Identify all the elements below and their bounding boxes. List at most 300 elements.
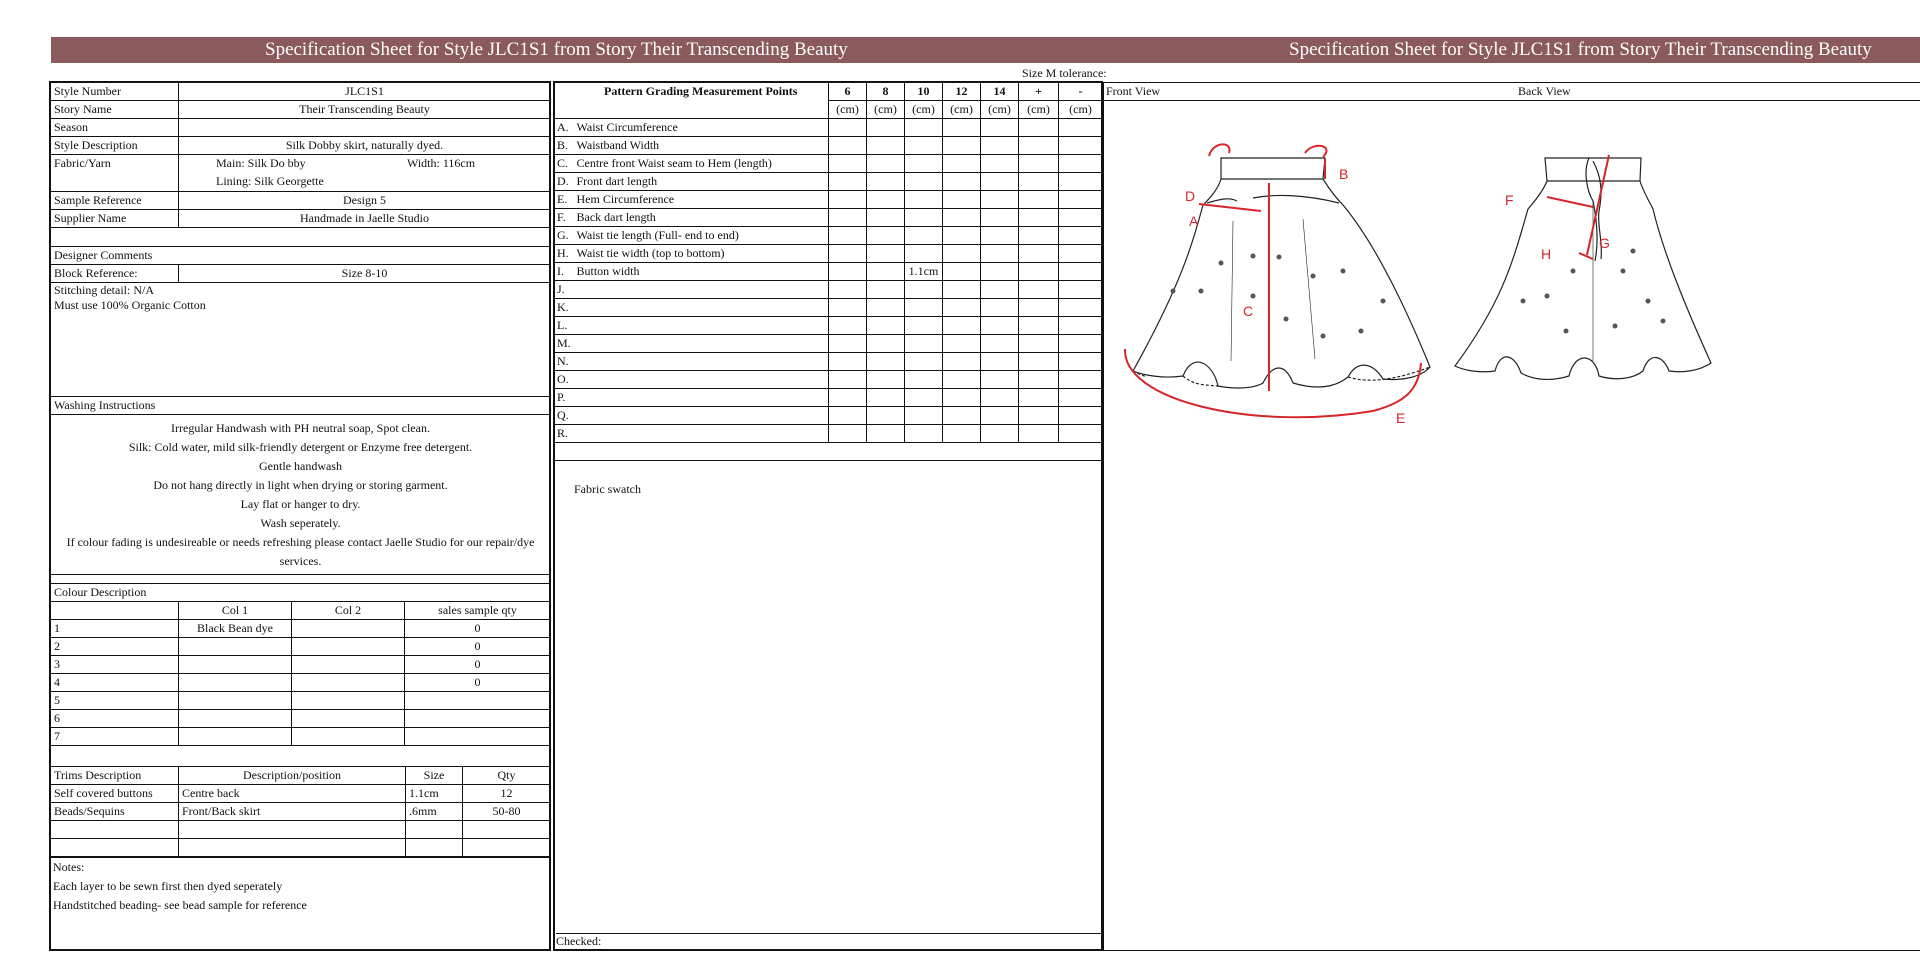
grading-value-cell bbox=[981, 137, 1019, 155]
trims-row-desc: Beads/Sequins bbox=[51, 803, 179, 821]
grading-value-cell bbox=[829, 119, 867, 137]
grading-value-cell bbox=[1059, 335, 1103, 353]
front-skirt-embroidery bbox=[1171, 254, 1386, 339]
grading-row-label: Waist tie width (top to bottom) bbox=[574, 245, 829, 263]
grading-spacer bbox=[555, 443, 1103, 461]
season-row bbox=[51, 119, 551, 137]
trims-qty-header: Qty bbox=[463, 767, 551, 785]
grading-value-cell bbox=[829, 407, 867, 425]
colour-row-qty: 0 bbox=[405, 620, 551, 638]
washing-body bbox=[51, 415, 551, 575]
trims-row bbox=[51, 785, 551, 803]
trims-header-row bbox=[51, 767, 551, 785]
grading-value-cell bbox=[1059, 371, 1103, 389]
grading-row-label: Hem Circumference bbox=[574, 191, 829, 209]
grading-value-cell bbox=[981, 425, 1019, 443]
grading-spacer-row bbox=[555, 443, 1103, 461]
grading-row-letter: H. bbox=[555, 245, 574, 263]
grading-row-label bbox=[574, 371, 829, 389]
grading-row-label bbox=[574, 317, 829, 335]
colour-row-col1 bbox=[179, 638, 292, 656]
notes-label: Notes: bbox=[53, 860, 85, 874]
style-number-value: JLC1S1 bbox=[179, 83, 551, 101]
spacer-row bbox=[51, 228, 551, 247]
block-reference-value: Size 8-10 bbox=[179, 265, 551, 283]
grading-row bbox=[555, 245, 1103, 263]
grading-row bbox=[555, 209, 1103, 227]
season-label: Season bbox=[51, 119, 179, 137]
grading-value-cell bbox=[1059, 407, 1103, 425]
checked-label: Checked: bbox=[556, 933, 1102, 949]
trims-row bbox=[51, 839, 551, 857]
colour-row-qty bbox=[405, 710, 551, 728]
trims-row-pos bbox=[179, 821, 406, 839]
colour-row-col2 bbox=[292, 674, 405, 692]
grading-row-letter: E. bbox=[555, 191, 574, 209]
tolerance-plus-header: + bbox=[1019, 83, 1059, 101]
colour-row bbox=[51, 692, 551, 710]
grading-value-cell bbox=[1019, 119, 1059, 137]
grading-value-cell bbox=[943, 263, 981, 281]
grading-row-letter: R. bbox=[555, 425, 574, 443]
grading-header-blank bbox=[555, 83, 574, 101]
grading-value-cell bbox=[1059, 173, 1103, 191]
grading-value-cell bbox=[981, 173, 1019, 191]
grading-value-cell bbox=[943, 137, 981, 155]
grading-row-label bbox=[574, 407, 829, 425]
grading-value-cell bbox=[1059, 119, 1103, 137]
grading-row bbox=[555, 335, 1103, 353]
grading-value-cell bbox=[905, 227, 943, 245]
grading-unit-row bbox=[555, 101, 1103, 119]
grading-value-cell bbox=[943, 371, 981, 389]
grading-row-label: Waist tie length (Full- end to end) bbox=[574, 227, 829, 245]
colour-row-qty: 0 bbox=[405, 656, 551, 674]
grading-value-cell bbox=[981, 155, 1019, 173]
grading-value-cell bbox=[829, 209, 867, 227]
fabric-row bbox=[51, 155, 551, 192]
colour-row-number: 3 bbox=[51, 656, 179, 674]
grading-value-cell bbox=[1019, 209, 1059, 227]
colour-row-number: 7 bbox=[51, 728, 179, 746]
grading-value-cell bbox=[829, 245, 867, 263]
trims-row-pos: Centre back bbox=[179, 785, 406, 803]
grading-value-cell bbox=[867, 371, 905, 389]
grading-value-cell bbox=[943, 155, 981, 173]
front-view-label: Front View bbox=[1106, 84, 1161, 98]
grading-value-cell bbox=[905, 299, 943, 317]
unit-cell: (cm) bbox=[1059, 101, 1103, 119]
grading-value-cell bbox=[1019, 227, 1059, 245]
grading-value-cell bbox=[829, 389, 867, 407]
washing-line: Do not hang directly in light when drying or storing garment. bbox=[153, 477, 448, 492]
grading-value-cell bbox=[867, 317, 905, 335]
trims-row-desc bbox=[51, 839, 179, 857]
grading-value-cell bbox=[905, 137, 943, 155]
colour-row-qty bbox=[405, 692, 551, 710]
fabric-lining: Lining: Silk Georgette bbox=[216, 174, 324, 188]
trims-row-desc: Self covered buttons bbox=[51, 785, 179, 803]
stitching-row bbox=[51, 283, 551, 397]
tolerance-minus-header: - bbox=[1059, 83, 1103, 101]
grading-value-cell bbox=[943, 317, 981, 335]
grading-value-cell bbox=[981, 119, 1019, 137]
colour-row-number: 4 bbox=[51, 674, 179, 692]
supplier-name-value: Handmade in Jaelle Studio bbox=[179, 210, 551, 228]
grading-value-cell bbox=[867, 191, 905, 209]
washing-line: Silk: Cold water, mild silk-friendly detergent or Enzyme free detergent. bbox=[128, 439, 473, 454]
grading-row-letter: O. bbox=[555, 371, 574, 389]
washing-line: Wash seperately. bbox=[260, 515, 341, 530]
colour-row-col1: Black Bean dye bbox=[179, 620, 292, 638]
spacer-cell bbox=[51, 228, 551, 247]
grading-row-letter: A. bbox=[555, 119, 574, 137]
grading-row-label bbox=[574, 281, 829, 299]
grading-value-cell bbox=[981, 263, 1019, 281]
grading-value-cell bbox=[829, 425, 867, 443]
grading-value-cell bbox=[1059, 191, 1103, 209]
colour-row bbox=[51, 728, 551, 746]
supplier-name-row bbox=[51, 210, 551, 228]
trims-row-size bbox=[406, 821, 463, 839]
trims-row-size: 1.1cm bbox=[406, 785, 463, 803]
grading-row-label: Waist Circumference bbox=[574, 119, 829, 137]
grading-value-cell bbox=[1019, 173, 1059, 191]
grading-value-cell bbox=[867, 299, 905, 317]
grading-row-letter: Q. bbox=[555, 407, 574, 425]
grading-value-cell bbox=[943, 209, 981, 227]
grading-value-cell bbox=[943, 407, 981, 425]
grading-value-cell bbox=[981, 209, 1019, 227]
colour-row-col2 bbox=[292, 656, 405, 674]
grading-value-cell bbox=[867, 389, 905, 407]
washing-body-row bbox=[51, 415, 551, 575]
grading-value-cell bbox=[905, 425, 943, 443]
trims-row-qty bbox=[463, 821, 551, 839]
grading-value-cell bbox=[1019, 299, 1059, 317]
grading-value-cell bbox=[1019, 317, 1059, 335]
grading-value-cell bbox=[1059, 209, 1103, 227]
trims-row-size: .6mm bbox=[406, 803, 463, 821]
grading-value-cell bbox=[943, 119, 981, 137]
colour-row-col2 bbox=[292, 620, 405, 638]
grading-value-cell bbox=[981, 335, 1019, 353]
block-reference-row bbox=[51, 265, 551, 283]
colour-row-col2 bbox=[292, 692, 405, 710]
grading-value-cell bbox=[1019, 281, 1059, 299]
grading-row bbox=[555, 119, 1103, 137]
sample-reference-label: Sample Reference bbox=[51, 192, 179, 210]
colour-col-blank bbox=[51, 602, 179, 620]
grading-value-cell bbox=[981, 389, 1019, 407]
grading-value-cell bbox=[867, 155, 905, 173]
grading-value-cell bbox=[1019, 191, 1059, 209]
back-skirt-sketch bbox=[1455, 158, 1711, 379]
grading-value-cell bbox=[905, 407, 943, 425]
grading-value-cell bbox=[943, 335, 981, 353]
grading-value-cell bbox=[867, 209, 905, 227]
unit-cell: (cm) bbox=[1019, 101, 1059, 119]
story-name-row bbox=[51, 101, 551, 119]
marker-label: B bbox=[1339, 166, 1349, 182]
size-10-header: 10 bbox=[905, 83, 943, 101]
grading-row-label: Front dart length bbox=[574, 173, 829, 191]
views-bottom-border bbox=[1103, 950, 1920, 951]
grading-value-cell bbox=[981, 371, 1019, 389]
season-value bbox=[179, 119, 551, 137]
colour-row-col1 bbox=[179, 656, 292, 674]
grading-row-letter: N. bbox=[555, 353, 574, 371]
grading-row-label bbox=[574, 353, 829, 371]
colour-row bbox=[51, 710, 551, 728]
grading-header-row bbox=[555, 83, 1103, 101]
grading-row bbox=[555, 371, 1103, 389]
grading-value-cell bbox=[829, 191, 867, 209]
style-info-table bbox=[50, 82, 551, 575]
grading-value-cell bbox=[1059, 227, 1103, 245]
notes-box bbox=[50, 857, 550, 949]
washing-line: If colour fading is undesireable or needs refreshing please contact Jaelle Studio for our repair/dye services. bbox=[66, 534, 535, 568]
grading-row bbox=[555, 425, 1103, 443]
grading-value-cell bbox=[1019, 155, 1059, 173]
unit-cell: (cm) bbox=[867, 101, 905, 119]
grading-value-cell bbox=[867, 263, 905, 281]
colour-row-col2 bbox=[292, 728, 405, 746]
colour-col1-header: Col 1 bbox=[179, 602, 292, 620]
grading-value-cell bbox=[905, 173, 943, 191]
grading-value-cell bbox=[981, 317, 1019, 335]
grading-value-cell bbox=[867, 353, 905, 371]
grading-row-letter: K. bbox=[555, 299, 574, 317]
grading-value-cell bbox=[905, 371, 943, 389]
grading-value-cell bbox=[1019, 335, 1059, 353]
style-description-label: Style Description bbox=[51, 137, 179, 155]
size-14-header: 14 bbox=[981, 83, 1019, 101]
front-skirt-sketch bbox=[1133, 158, 1430, 388]
front-measure-lines bbox=[1125, 144, 1421, 417]
grading-value-cell bbox=[1019, 263, 1059, 281]
colour-row-qty: 0 bbox=[405, 674, 551, 692]
grading-value-cell bbox=[829, 281, 867, 299]
grading-value-cell bbox=[943, 245, 981, 263]
style-number-label: Style Number bbox=[51, 83, 179, 101]
grading-value-cell bbox=[829, 227, 867, 245]
grading-value-cell bbox=[981, 281, 1019, 299]
marker-label: G bbox=[1599, 235, 1610, 251]
grading-value-cell bbox=[905, 317, 943, 335]
fabric-main: Main: Silk Do bby bbox=[216, 156, 306, 170]
unit-cell: (cm) bbox=[981, 101, 1019, 119]
grading-value-cell bbox=[905, 335, 943, 353]
grading-value-cell bbox=[867, 227, 905, 245]
trims-row-size bbox=[406, 839, 463, 857]
washing-line: Irregular Handwash with PH neutral soap, Spot clean. bbox=[171, 420, 430, 435]
grading-value-cell bbox=[829, 335, 867, 353]
fabric-label: Fabric/Yarn bbox=[51, 155, 179, 192]
grading-value-cell bbox=[867, 407, 905, 425]
colour-row-col1 bbox=[179, 728, 292, 746]
grading-value-cell bbox=[867, 281, 905, 299]
style-description-value: Silk Dobby skirt, naturally dyed. bbox=[179, 137, 551, 155]
grading-row-label: Centre front Waist seam to Hem (length) bbox=[574, 155, 829, 173]
trims-row-qty: 12 bbox=[463, 785, 551, 803]
grading-row-label: Button width bbox=[574, 263, 829, 281]
colour-col2-header: Col 2 bbox=[292, 602, 405, 620]
trims-pos-header: Description/position bbox=[179, 767, 406, 785]
marker-label: D bbox=[1185, 188, 1196, 204]
grading-row-letter: G. bbox=[555, 227, 574, 245]
trims-size-header: Size bbox=[406, 767, 463, 785]
grading-row-label bbox=[574, 299, 829, 317]
grading-value-cell bbox=[867, 425, 905, 443]
grading-value-cell bbox=[1059, 155, 1103, 173]
block-reference-label: Block Reference: bbox=[51, 265, 179, 283]
garment-sketches bbox=[1103, 101, 1920, 441]
grading-value-cell bbox=[943, 353, 981, 371]
grading-row bbox=[555, 353, 1103, 371]
grading-value-cell bbox=[829, 263, 867, 281]
colour-qty-header: sales sample qty bbox=[405, 602, 551, 620]
sheet-title: Specification Sheet for Style JLC1S1 from Story Their Transcending Beauty bbox=[265, 39, 848, 60]
trims-row-qty: 50-80 bbox=[463, 803, 551, 821]
sheet-title-repeat: Specification Sheet for Style JLC1S1 from Story Their Transcending Beauty bbox=[1289, 39, 1872, 60]
colour-row bbox=[51, 638, 551, 656]
grading-value-cell bbox=[1019, 137, 1059, 155]
grading-value-cell bbox=[1059, 299, 1103, 317]
grading-value-cell bbox=[943, 173, 981, 191]
grading-value-cell bbox=[981, 353, 1019, 371]
grading-unit-blank bbox=[555, 101, 574, 119]
grading-value-cell bbox=[905, 353, 943, 371]
grading-row bbox=[555, 407, 1103, 425]
grading-value-cell bbox=[905, 245, 943, 263]
colour-row-col2 bbox=[292, 638, 405, 656]
grading-value-cell bbox=[1059, 137, 1103, 155]
grading-value-cell bbox=[905, 155, 943, 173]
sample-reference-value: Design 5 bbox=[179, 192, 551, 210]
washing-line: Gentle handwash bbox=[259, 458, 342, 473]
grading-value-cell bbox=[829, 317, 867, 335]
grading-row-letter: J. bbox=[555, 281, 574, 299]
trims-row bbox=[51, 821, 551, 839]
grading-value-cell bbox=[867, 119, 905, 137]
grading-header: Pattern Grading Measurement Points bbox=[574, 83, 829, 101]
views-header-bar bbox=[1103, 82, 1920, 101]
grading-value-cell bbox=[829, 155, 867, 173]
trims-row-pos: Front/Back skirt bbox=[179, 803, 406, 821]
grading-row bbox=[555, 317, 1103, 335]
grading-value-cell bbox=[943, 389, 981, 407]
designer-comments-row bbox=[51, 247, 551, 265]
title-banner bbox=[51, 37, 1920, 63]
grading-value-cell bbox=[1059, 317, 1103, 335]
grading-row bbox=[555, 173, 1103, 191]
grading-value-cell bbox=[867, 137, 905, 155]
grading-value-cell bbox=[905, 191, 943, 209]
size-12-header: 12 bbox=[943, 83, 981, 101]
size-8-header: 8 bbox=[867, 83, 905, 101]
trims-row-desc bbox=[51, 821, 179, 839]
colour-row-number: 2 bbox=[51, 638, 179, 656]
designer-comments-label: Designer Comments bbox=[51, 247, 551, 265]
grading-value-cell bbox=[1019, 407, 1059, 425]
trims-row bbox=[51, 803, 551, 821]
unit-cell: (cm) bbox=[905, 101, 943, 119]
grading-value-cell: 1.1cm bbox=[905, 263, 943, 281]
marker-label: C bbox=[1243, 303, 1254, 319]
story-name-value: Their Transcending Beauty bbox=[179, 101, 551, 119]
size-tolerance: Size M tolerance: bbox=[1022, 66, 1107, 80]
trims-desc-header: Trims Description bbox=[51, 767, 179, 785]
grading-value-cell bbox=[943, 299, 981, 317]
colour-row bbox=[51, 656, 551, 674]
grading-value-cell bbox=[829, 371, 867, 389]
grading-row-letter: L. bbox=[555, 317, 574, 335]
colour-row bbox=[51, 620, 551, 638]
washing-header-row bbox=[51, 397, 551, 415]
grading-row-label bbox=[574, 335, 829, 353]
sample-reference-row bbox=[51, 192, 551, 210]
grading-value-cell bbox=[943, 191, 981, 209]
grading-row-label: Back dart length bbox=[574, 209, 829, 227]
grading-value-cell bbox=[943, 425, 981, 443]
grading-value-cell bbox=[943, 281, 981, 299]
colour-row bbox=[51, 674, 551, 692]
colour-row-qty: 0 bbox=[405, 638, 551, 656]
grading-value-cell bbox=[1059, 389, 1103, 407]
grading-row-letter: B. bbox=[555, 137, 574, 155]
unit-cell: (cm) bbox=[829, 101, 867, 119]
grading-value-cell bbox=[905, 209, 943, 227]
colour-table bbox=[50, 583, 551, 746]
washing-line: Lay flat or hanger to dry. bbox=[240, 496, 361, 511]
back-view-label: Back View bbox=[1518, 84, 1571, 98]
stitching-note: Must use 100% Organic Cotton bbox=[54, 298, 206, 312]
colour-row-col2 bbox=[292, 710, 405, 728]
grading-row-letter: D. bbox=[555, 173, 574, 191]
grading-value-cell bbox=[829, 299, 867, 317]
style-number-row bbox=[51, 83, 551, 101]
grading-value-cell bbox=[1019, 245, 1059, 263]
marker-label: F bbox=[1505, 192, 1514, 208]
marker-label: E bbox=[1396, 410, 1406, 426]
stitching-detail: Stitching detail: N/A bbox=[54, 283, 154, 297]
grading-value-cell bbox=[1019, 353, 1059, 371]
trims-row-qty bbox=[463, 839, 551, 857]
grading-row-label: Waistband Width bbox=[574, 137, 829, 155]
grading-row-label bbox=[574, 389, 829, 407]
grading-value-cell bbox=[981, 299, 1019, 317]
grading-unit-blank-label bbox=[574, 101, 829, 119]
grading-value-cell bbox=[1059, 263, 1103, 281]
notes-line: Handstitched beading- see bead sample for reference bbox=[53, 898, 307, 912]
style-description-row bbox=[51, 137, 551, 155]
grading-row-letter: P. bbox=[555, 389, 574, 407]
grading-value-cell bbox=[905, 389, 943, 407]
grading-value-cell bbox=[867, 245, 905, 263]
marker-label: H bbox=[1541, 246, 1552, 262]
colour-row-col1 bbox=[179, 674, 292, 692]
colour-col-row bbox=[51, 602, 551, 620]
stitching-cell bbox=[51, 283, 551, 397]
grading-value-cell bbox=[1019, 425, 1059, 443]
grading-value-cell bbox=[981, 191, 1019, 209]
grading-row-letter: M. bbox=[555, 335, 574, 353]
grading-row-letter: C. bbox=[555, 155, 574, 173]
grading-row bbox=[555, 299, 1103, 317]
marker-label: A bbox=[1189, 213, 1199, 229]
grading-value-cell bbox=[867, 173, 905, 191]
